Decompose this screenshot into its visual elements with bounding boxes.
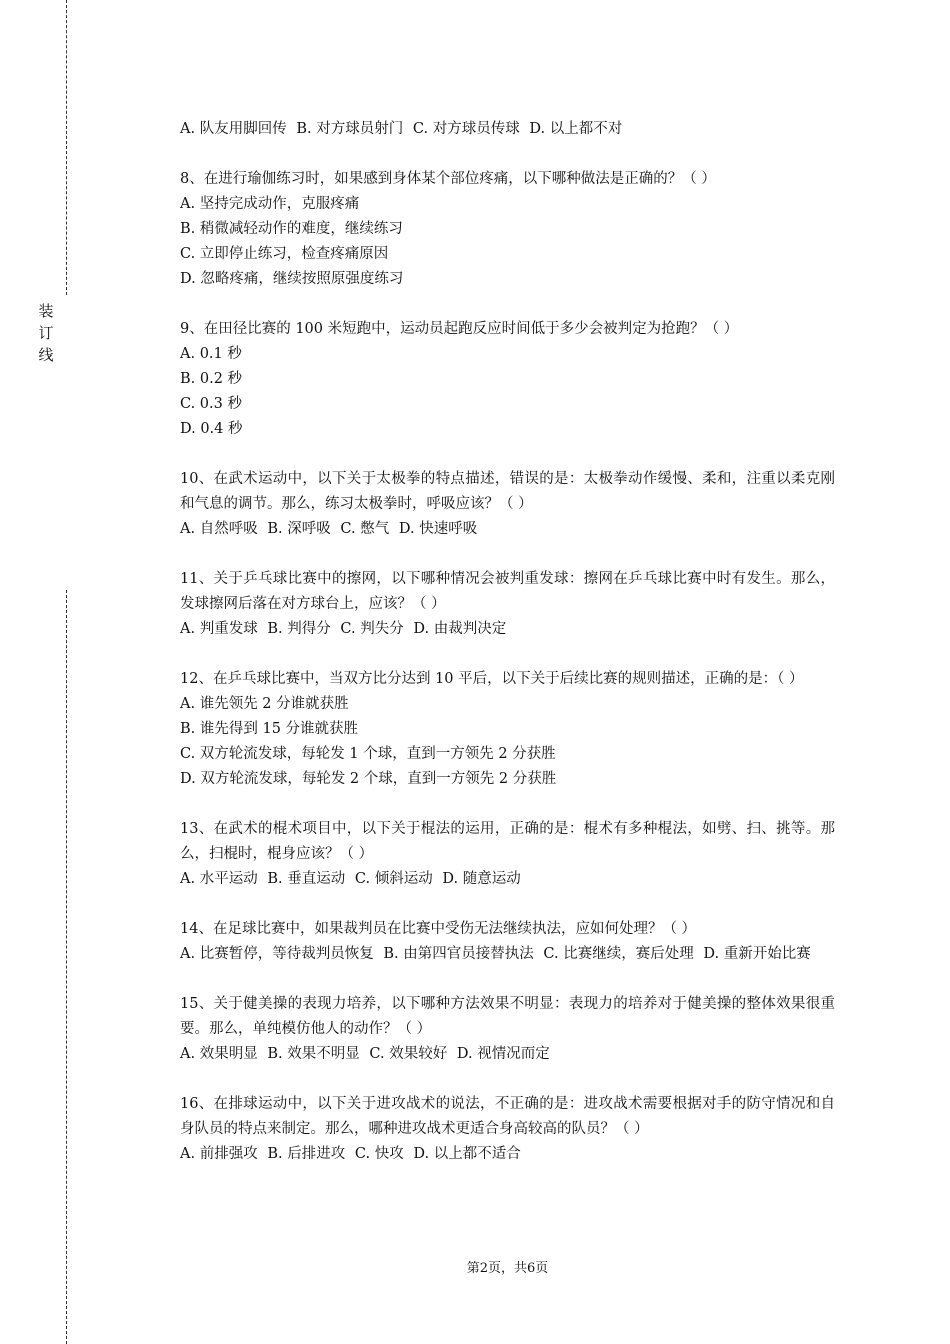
options: [180, 117, 835, 142]
option: B. 由第四官员接替执法: [383, 946, 534, 962]
question: [180, 1092, 835, 1167]
question-stem: 15、关于健美操的表现力培养，以下哪种方法效果不明显：表现力的培养对于健美操的整体效果很重要。那么，单纯模仿他人的动作？（ ）: [180, 996, 835, 1037]
option: D. 双方轮流发球，每轮发 2 个球，直到一方领先 2 分获胜: [180, 771, 557, 787]
option: B. 垂直运动: [267, 871, 346, 887]
option: D. 快速呼吸: [398, 521, 478, 537]
option: D. 视情况而定: [456, 1046, 550, 1062]
option: A. 坚持完成动作，克服疼痛: [180, 196, 360, 212]
option: B. 效果不明显: [267, 1046, 360, 1062]
option: C. 憋气: [340, 521, 390, 537]
question-stem: 9、在田径比赛的 100 米短跑中，运动员起跑反应时间低于多少会被判定为抢跑？（ ）: [180, 321, 739, 337]
option: A. 自然呼吸: [180, 521, 258, 537]
options: [180, 942, 835, 967]
question: [180, 317, 835, 442]
question-stem: 8、在进行瑜伽练习时，如果感到身体某个部位疼痛，以下哪种做法是正确的？（ ）: [180, 171, 716, 187]
question-stem: 13、在武术的棍术项目中，以下关于棍法的运用，正确的是：棍术有多种棍法，如劈、扫、挑等。那么，扫棍时，棍身应该？（ ）: [180, 821, 835, 862]
options: [180, 517, 835, 542]
option: C. 倾斜运动: [354, 871, 433, 887]
options: [180, 1142, 835, 1167]
binding-line-bottom: [66, 590, 67, 1344]
page-footer: 第2页，共6页: [466, 1261, 549, 1276]
option: C. 0.3 秒: [180, 396, 242, 412]
option: D. 以上都不对: [529, 121, 623, 137]
question: [180, 467, 835, 542]
option: A. 谁先领先 2 分谁就获胜: [180, 696, 349, 712]
option: A. 效果明显: [180, 1046, 258, 1062]
question: [180, 667, 835, 792]
question-stem: 11、关于乒乓球比赛中的擦网，以下哪种情况会被判重发球：擦网在乒乓球比赛中时有发生。那么，发球擦网后落在对方球台上，应该？（ ）: [180, 571, 835, 612]
question-stem: 16、在排球运动中，以下关于进攻战术的说法，不正确的是：进攻战术需要根据对手的防守情况和自身队员的特点来制定。那么，哪种进攻战术更适合身高较高的队员？（ ）: [180, 1096, 835, 1137]
question: [180, 992, 835, 1067]
options: [180, 692, 835, 792]
option: A. 水平运动: [180, 871, 258, 887]
option: B. 判得分: [267, 621, 331, 637]
option: D. 以上都不适合: [413, 1146, 521, 1162]
option: B. 对方球员射门: [296, 121, 404, 137]
option: B. 谁先得到 15 分谁就获胜: [180, 721, 359, 737]
question-stem: 10、在武术运动中，以下关于太极拳的特点描述，错误的是：太极拳动作缓慢、柔和，注重以柔克刚和气息的调节。那么，练习太极拳时，呼吸应该？（ ）: [180, 471, 835, 512]
options: [180, 1042, 835, 1067]
option: C. 快攻: [354, 1146, 404, 1162]
question: [180, 817, 835, 892]
option: C. 效果较好: [369, 1046, 448, 1062]
option: A. 队友用脚回传: [180, 121, 287, 137]
option: D. 忽略疼痛，继续按照原强度练习: [180, 271, 404, 287]
option: B. 后排进攻: [267, 1146, 346, 1162]
options: [180, 342, 835, 442]
options: [180, 617, 835, 642]
option: A. 0.1 秒: [180, 346, 242, 362]
option: B. 深呼吸: [267, 521, 331, 537]
question: [180, 167, 835, 292]
question-stem: 14、在足球比赛中，如果裁判员在比赛中受伤无法继续执法，应如何处理？（ ）: [180, 921, 697, 937]
option: A. 判重发球: [180, 621, 258, 637]
question-list: [180, 117, 835, 1192]
option: B. 稍微减轻动作的难度，继续练习: [180, 221, 403, 237]
binding-line-top: [66, 0, 67, 295]
option: D. 0.4 秒: [180, 421, 243, 437]
option: D. 由裁判决定: [413, 621, 507, 637]
option: C. 判失分: [340, 621, 404, 637]
option: D. 重新开始比赛: [703, 946, 811, 962]
option: C. 立即停止练习，检查疼痛原因: [180, 246, 389, 262]
option: B. 0.2 秒: [180, 371, 243, 387]
question: [180, 567, 835, 642]
option: C. 双方轮流发球，每轮发 1 个球，直到一方领先 2 分获胜: [180, 746, 556, 762]
option: A. 比赛暂停，等待裁判员恢复: [180, 946, 374, 962]
option: A. 前排强攻: [180, 1146, 258, 1162]
options: [180, 192, 835, 292]
option: C. 对方球员传球: [412, 121, 520, 137]
binding-line-label: 装订线: [38, 302, 54, 364]
option: D. 随意运动: [442, 871, 521, 887]
question: [180, 117, 835, 142]
question-stem: 12、在乒乓球比赛中，当双方比分达到 10 平后，以下关于后续比赛的规则描述，正确的是：（ ）: [180, 671, 804, 687]
option: C. 比赛继续，赛后处理: [543, 946, 694, 962]
question: [180, 917, 835, 967]
options: [180, 867, 835, 892]
